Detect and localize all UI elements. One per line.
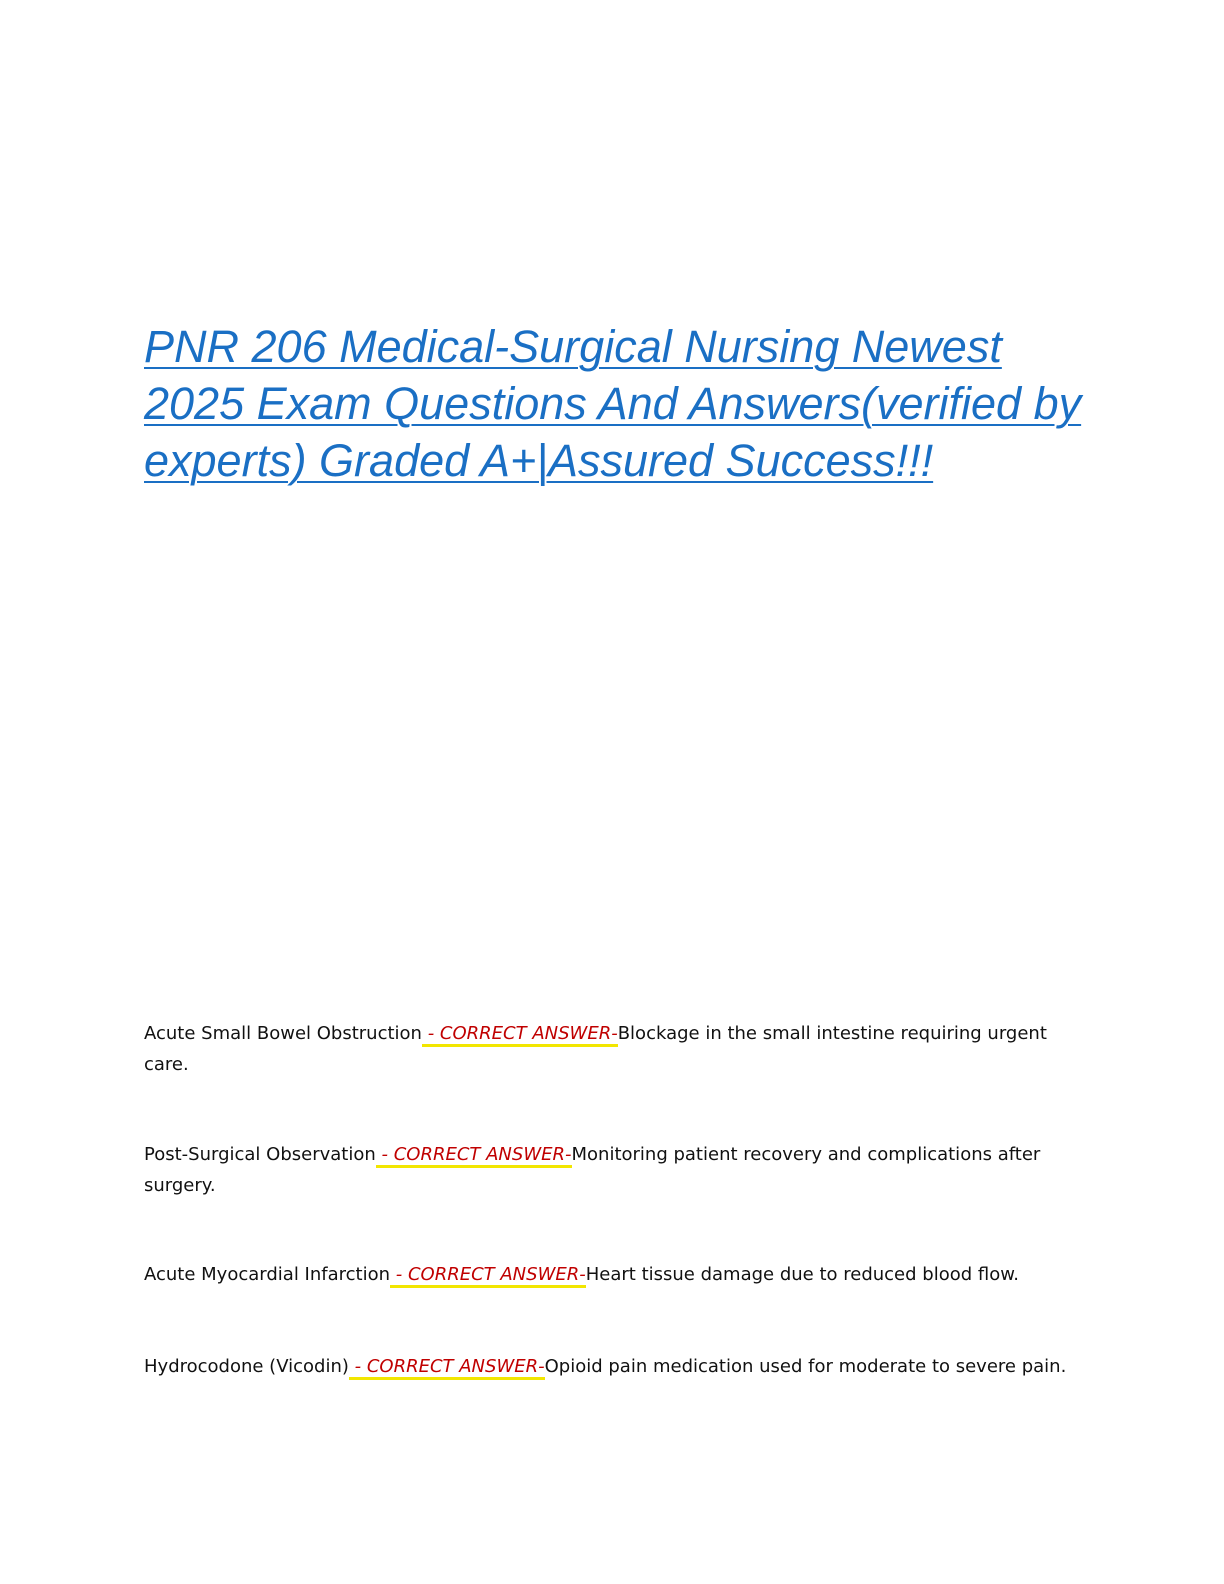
qa-item	[144, 1139, 1084, 1201]
correct-answer-marker: - CORRECT ANSWER-	[349, 1356, 545, 1380]
qa-item	[144, 1018, 1084, 1080]
qa-term: Post-Surgical Observation	[144, 1144, 376, 1165]
qa-term: Acute Small Bowel Obstruction	[144, 1023, 422, 1044]
qa-definition: Blockage in the small intestine requiring urgent care.	[144, 1023, 1047, 1075]
qa-definition: Opioid pain medication used for moderate to severe pain.	[544, 1356, 1067, 1377]
correct-answer-marker: - CORRECT ANSWER-	[390, 1264, 586, 1288]
qa-term: Acute Myocardial Infarction	[144, 1264, 391, 1285]
correct-answer-marker: - CORRECT ANSWER-	[376, 1144, 572, 1168]
qa-definition: Heart tissue damage due to reduced blood flow.	[585, 1264, 1020, 1285]
correct-answer-marker: - CORRECT ANSWER-	[422, 1023, 618, 1047]
qa-term: Hydrocodone (Vicodin)	[144, 1356, 349, 1377]
document-title[interactable]: PNR 206 Medical-Surgical Nursing Newest 2025 Exam Questions And Answers(verified by experts) Graded A+|Assured Success!!!	[144, 321, 1082, 486]
qa-item	[144, 1351, 1084, 1382]
qa-definition: Monitoring patient recovery and complications after surgery.	[144, 1144, 1041, 1196]
qa-item	[144, 1259, 1084, 1290]
